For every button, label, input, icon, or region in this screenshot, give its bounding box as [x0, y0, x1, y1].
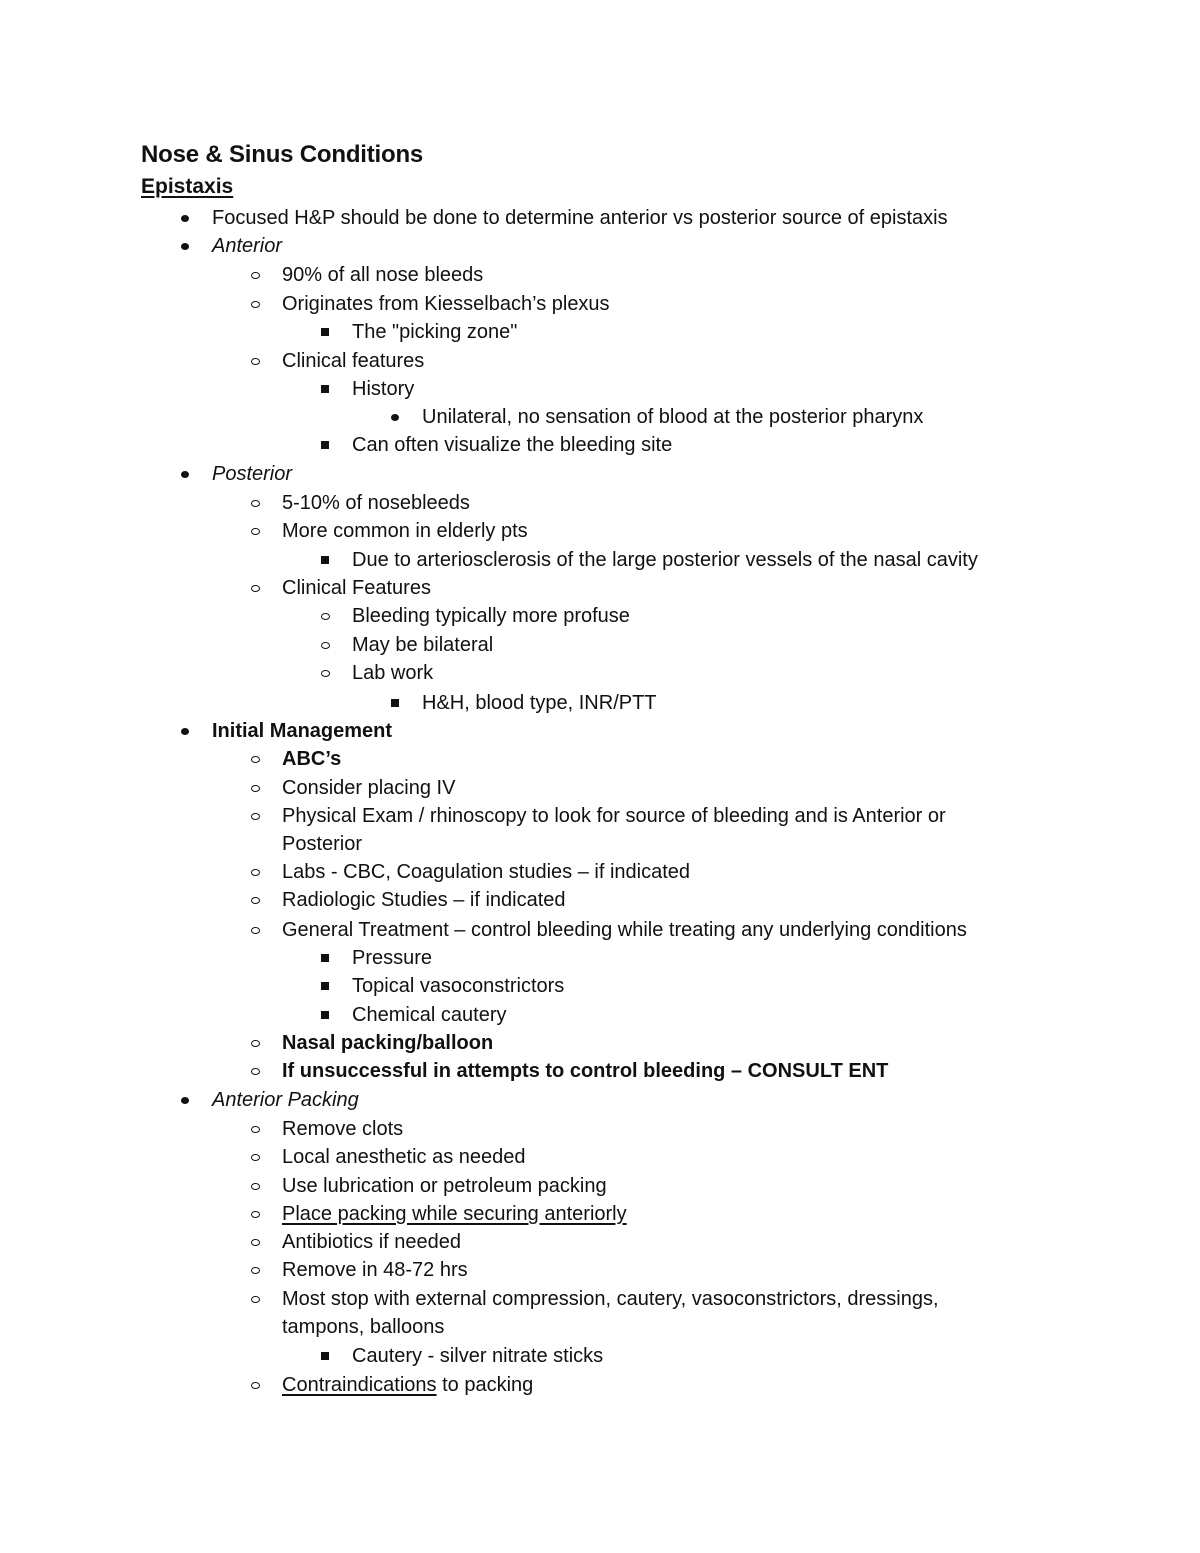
bullet-square-icon	[318, 1001, 332, 1029]
bullet-circle-icon	[248, 886, 262, 914]
section-heading-epistaxis: Epistaxis	[141, 175, 234, 198]
list-item: Unilateral, no sensation of blood at the posterior pharynx	[388, 403, 923, 431]
bullet-circle-icon	[248, 774, 262, 802]
list-item: Antibiotics if needed	[248, 1228, 461, 1256]
bullet-circle-icon	[248, 1143, 262, 1171]
list-item: Contraindications to packing	[248, 1371, 533, 1399]
list-item: General Treatment – control bleeding while treating any underlying conditions	[248, 916, 967, 944]
bullet-circle-icon	[248, 916, 262, 944]
bullet-dot-icon	[178, 717, 192, 745]
bullet-square-icon	[318, 375, 332, 403]
bullet-circle-icon	[248, 261, 262, 289]
list-item: Chemical cautery	[318, 1001, 507, 1029]
list-item: Lab work	[318, 659, 433, 687]
bullet-circle-icon	[248, 1200, 262, 1228]
bullet-circle-icon	[248, 574, 262, 602]
bullet-dot-icon	[178, 204, 192, 232]
list-item: H&H, blood type, INR/PTT	[388, 689, 657, 717]
list-item: 90% of all nose bleeds	[248, 261, 483, 289]
list-item: Clinical Features	[248, 574, 431, 602]
bullet-circle-icon	[318, 631, 332, 659]
bullet-circle-icon	[248, 517, 262, 545]
bullet-circle-icon	[248, 1115, 262, 1143]
list-item: Cautery - silver nitrate sticks	[318, 1342, 603, 1370]
list-item: Originates from Kiesselbach’s plexus	[248, 290, 610, 318]
list-item: 5-10% of nosebleeds	[248, 489, 470, 517]
list-item: Bleeding typically more profuse	[318, 602, 630, 630]
contraindications-link-text: Contraindications	[282, 1374, 437, 1396]
bullet-square-icon	[318, 944, 332, 972]
bullet-circle-icon	[248, 1285, 262, 1313]
list-item: Due to arteriosclerosis of the large posterior vessels of the nasal cavity	[318, 546, 978, 574]
list-item: Posterior	[178, 460, 292, 488]
list-item: Radiologic Studies – if indicated	[248, 886, 566, 914]
bullet-dot-icon	[178, 232, 192, 260]
bullet-circle-icon	[248, 745, 262, 773]
bullet-circle-icon	[248, 1371, 262, 1399]
list-item: Can often visualize the bleeding site	[318, 431, 672, 459]
bullet-circle-icon	[248, 1172, 262, 1200]
bullet-circle-icon	[248, 347, 262, 375]
list-item: History	[318, 375, 414, 403]
list-item: If unsuccessful in attempts to control bleeding – CONSULT ENT	[248, 1057, 888, 1085]
list-item: Consider placing IV	[248, 774, 455, 802]
bullet-square-icon	[318, 1342, 332, 1370]
bullet-circle-icon	[248, 1228, 262, 1256]
list-item: The "picking zone"	[318, 318, 517, 346]
list-item: Pressure	[318, 944, 432, 972]
bullet-square-icon	[318, 431, 332, 459]
bullet-square-icon	[318, 546, 332, 574]
list-item: Place packing while securing anteriorly	[248, 1200, 627, 1228]
list-item: Anterior	[178, 232, 282, 260]
page-title: Nose & Sinus Conditions	[141, 141, 424, 168]
list-item: Remove clots	[248, 1115, 403, 1143]
list-item: Labs - CBC, Coagulation studies – if indicated	[248, 858, 690, 886]
list-item: Most stop with external compression, cautery, vasoconstrictors, dressings, tampons, balloons	[248, 1285, 1008, 1341]
list-item: Focused H&P should be done to determine anterior vs posterior source of epistaxis	[178, 204, 948, 232]
list-item: Physical Exam / rhinoscopy to look for source of bleeding and is Anterior or Posterior	[248, 802, 988, 858]
list-item: Local anesthetic as needed	[248, 1143, 526, 1171]
bullet-circle-icon	[248, 858, 262, 886]
bullet-dot-icon	[178, 460, 192, 488]
bullet-square-icon	[318, 972, 332, 1000]
bullet-circle-icon	[318, 602, 332, 630]
list-item: Remove in 48-72 hrs	[248, 1256, 468, 1284]
bullet-dot-icon	[178, 1086, 192, 1114]
bullet-square-icon	[388, 689, 402, 717]
list-item: Initial Management	[178, 717, 392, 745]
bullet-circle-icon	[248, 1029, 262, 1057]
list-item: Clinical features	[248, 347, 424, 375]
list-item: Use lubrication or petroleum packing	[248, 1172, 607, 1200]
list-item: ABC’s	[248, 745, 341, 773]
list-item: More common in elderly pts	[248, 517, 528, 545]
list-item: Anterior Packing	[178, 1086, 359, 1114]
list-item: Topical vasoconstrictors	[318, 972, 564, 1000]
bullet-circle-icon	[248, 802, 262, 830]
bullet-circle-icon	[248, 489, 262, 517]
list-item: May be bilateral	[318, 631, 493, 659]
bullet-circle-icon	[248, 290, 262, 318]
bullet-square-icon	[318, 318, 332, 346]
bullet-circle-icon	[248, 1057, 262, 1085]
bullet-dot-icon	[388, 403, 402, 431]
bullet-circle-icon	[248, 1256, 262, 1284]
bullet-circle-icon	[318, 659, 332, 687]
list-item: Nasal packing/balloon	[248, 1029, 493, 1057]
